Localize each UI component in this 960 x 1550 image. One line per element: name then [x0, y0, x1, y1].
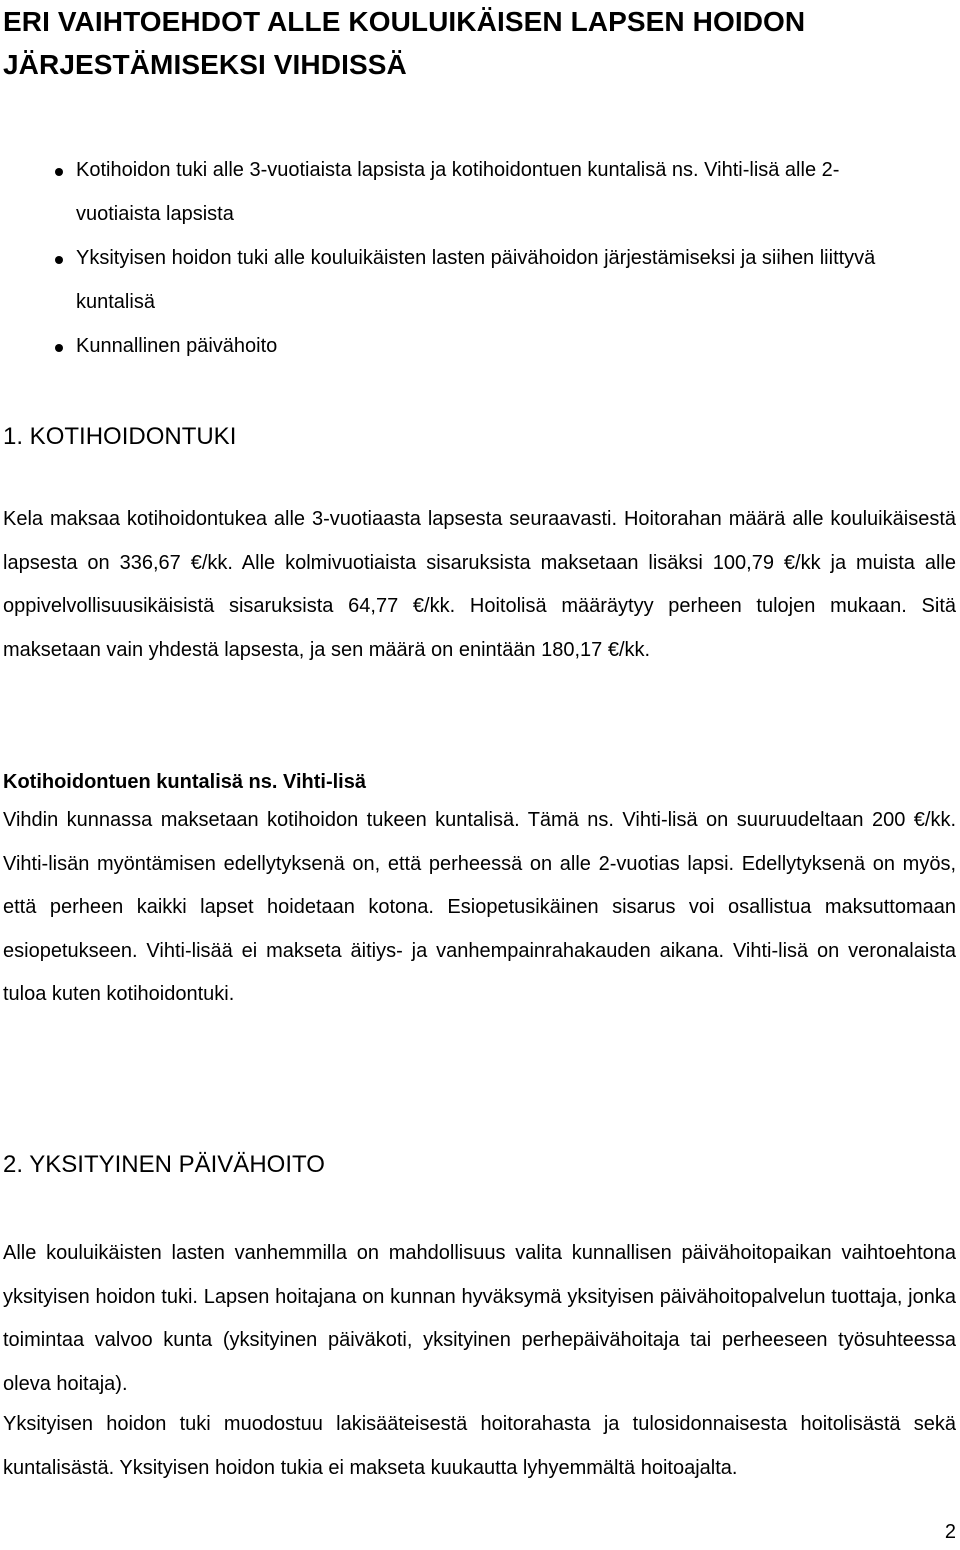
- bullet-icon: [55, 344, 63, 352]
- list-item-text: Kunnallinen päivähoito: [76, 335, 278, 357]
- list-item-text: Kotihoidon tuki alle 3-vuotiaista lapsista ja kotihoidontuen kuntalisä ns. Vihti-lisä alle 2-vuotiaista lapsista: [76, 159, 840, 225]
- list-item: [0, 148, 876, 236]
- list-item-text: Yksityisen hoidon tuki alle kouluikäisten lasten päivähoidon järjestämiseksi ja siihen liittyvä kuntalisä: [76, 247, 876, 313]
- page-number: 2: [944, 1521, 956, 1543]
- page-title: ERI VAIHTOEHDOT ALLE KOULUIKÄISEN LAPSEN HOIDON JÄRJESTÄMISEKSI VIHDISSÄ: [3, 6, 806, 80]
- bullet-icon: [55, 256, 63, 264]
- section2-paragraph-2: Yksityisen hoidon tuki muodostuu lakisääteisestä hoitorahasta ja tulosidonnaisesta hoitolisästä sekä kuntalisästä. Yksityisen hoidon tukia ei makseta kuukautta lyhyemmältä hoitoajalta.: [3, 1413, 956, 1479]
- section-heading-kotihoidontuki: 1. KOTIHOIDONTUKI: [3, 423, 237, 450]
- subsection-paragraph: Vihdin kunnassa maksetaan kotihoidon tukeen kuntalisä. Tämä ns. Vihti-lisä on suuruudeltaan 200 €/kk. Vihti-lisän myöntämisen edellytyksenä on, että perheessä on alle 2-vuotias lapsi. Edellytyksenä on myös, että perheen kaikki lapset hoidetaan kotona. Esiopetusikäinen sisarus voi osallistua maksuttomaan esiopetukseen. Vihti-lisää ei makseta äitiys- ja vanhempainrahakauden aikana. Vihti-lisä on veronalaista tuloa kuten kotihoidontuki.: [3, 809, 956, 1005]
- list-item: [0, 236, 876, 324]
- bullet-icon: [55, 168, 63, 176]
- list-item: [0, 324, 876, 368]
- section2-paragraph-1: Alle kouluikäisten lasten vanhemmilla on mahdollisuus valita kunnallisen päivähoitopaikan vaihtoehtona yksityisen hoidon tuki. Lapsen hoitajana on kunnan hyväksymä yksityisen päivähoitopalvelun tuottaja, jonka toimintaa valvoo kunta (yksityinen päiväkoti, yksityinen perhepäivähoitaja tai perheeseen työsuhteessa oleva hoitaja).: [3, 1242, 956, 1395]
- bullet-list: [0, 148, 960, 368]
- subsection-heading-vihti-lisa: Kotihoidontuen kuntalisä ns. Vihti-lisä: [3, 771, 366, 793]
- section1-paragraph: Kela maksaa kotihoidontukea alle 3-vuotiaasta lapsesta seuraavasti. Hoitorahan määrä alle kouluikäisestä lapsesta on 336,67 €/kk. Alle kolmivuotiaista sisaruksista maksetaan lisäksi 100,79 €/kk ja muista alle oppivelvollisuusikäisistä sisaruksista 64,77 €/kk. Hoitolisä määräytyy perheen tulojen mukaan. Sitä maksetaan vain yhdestä lapsesta, ja sen määrä on enintään 180,17 €/kk.: [3, 508, 956, 661]
- section-heading-yksityinen-paivahoito: 2. YKSITYINEN PÄIVÄHOITO: [3, 1151, 325, 1178]
